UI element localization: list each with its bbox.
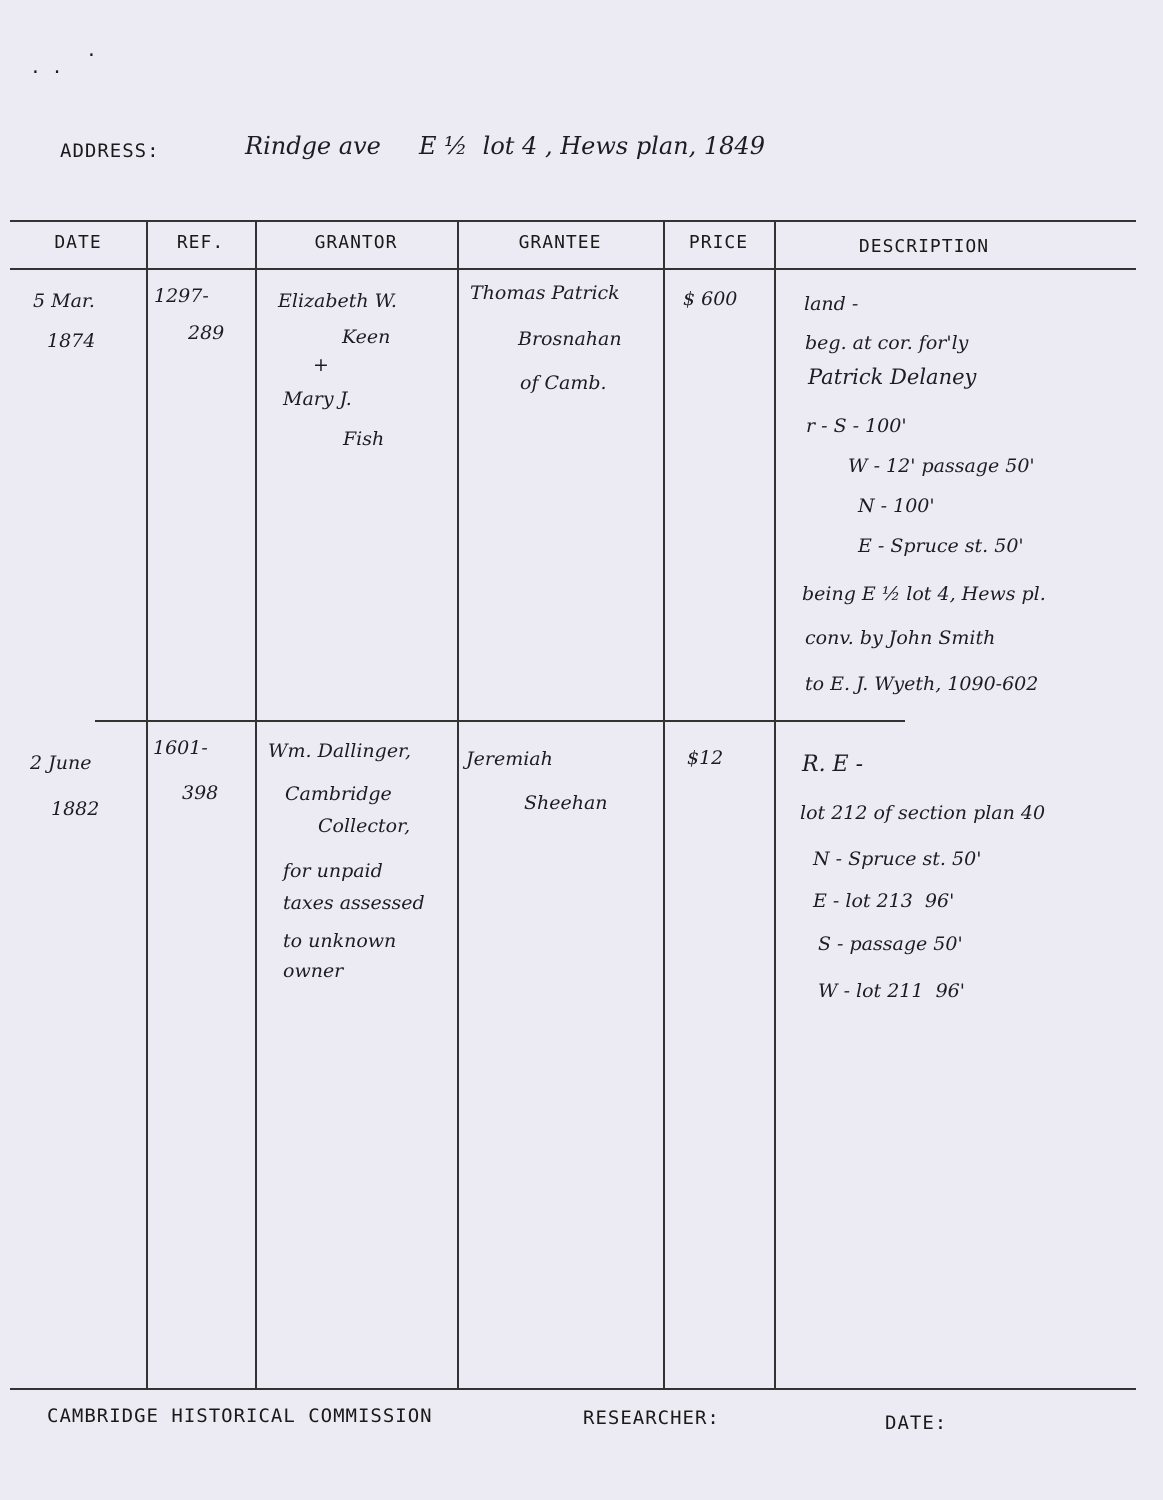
row2-grantor-line6: to unknown (283, 930, 397, 952)
row2-grantor-line3: Collector, (318, 815, 411, 837)
column-divider (663, 222, 665, 1388)
row1-date-line2: 1874 (47, 330, 96, 352)
footer-date-label: DATE: (885, 1412, 948, 1434)
row2-grantor-line4: for unpaid (283, 860, 383, 882)
column-header-price: PRICE (688, 232, 749, 253)
column-divider (255, 222, 257, 1388)
address-value: Rindge ave E ½ lot 4 , Hews plan, 1849 (245, 132, 765, 160)
row-divider (95, 720, 905, 722)
column-header-date: DATE (54, 232, 102, 253)
row2-grantee-line1: Jeremiah (466, 748, 553, 770)
row1-description-line8: being E ½ lot 4, Hews pl. (802, 583, 1046, 605)
row2-description-line1: R. E - (802, 752, 864, 777)
row1-description-line1: land - (804, 293, 859, 315)
row1-ref-line2: 289 (188, 322, 225, 344)
column-header-ref: REF. (176, 232, 225, 253)
row2-grantee-line2: Sheehan (524, 792, 608, 814)
row1-ref-line1: 1297- (154, 285, 209, 307)
row2-description-line6: W - lot 211 96' (818, 980, 965, 1002)
row2-description-line4: E - lot 213 96' (813, 890, 955, 912)
row1-description-line5: W - 12' passage 50' (848, 455, 1035, 477)
footer-researcher-label: RESEARCHER: (583, 1407, 720, 1429)
row1-grantor-line1: Elizabeth W. (278, 290, 397, 312)
row1-grantee-line3: of Camb. (520, 372, 607, 394)
row1-grantor-line2: Keen (342, 326, 391, 348)
row1-description-line9: conv. by John Smith (805, 627, 996, 649)
row1-grantor-line3: + (313, 354, 329, 376)
row2-description-line5: S - passage 50' (818, 933, 963, 955)
row1-date-line1: 5 Mar. (33, 290, 95, 312)
row2-price: $12 (687, 747, 724, 769)
column-header-grantee: GRANTEE (518, 232, 602, 253)
row1-description-line10: to E. J. Wyeth, 1090-602 (805, 673, 1039, 695)
row1-description-line2: beg. at cor. for'ly (805, 332, 969, 354)
row2-description-line2: lot 212 of section plan 40 (800, 802, 1046, 824)
footer-commission: CAMBRIDGE HISTORICAL COMMISSION (47, 1405, 433, 1427)
column-header-grantor: GRANTOR (314, 232, 398, 253)
row1-description-line6: N - 100' (858, 495, 935, 517)
row2-grantor-line1: Wm. Dallinger, (268, 740, 412, 762)
stray-marks: · (86, 45, 97, 66)
table-bottom-border (10, 1388, 1136, 1390)
stray-marks: · · (30, 62, 63, 83)
row1-description-line3: Patrick Delaney (808, 365, 977, 389)
column-divider (774, 222, 776, 1388)
row2-grantor-line2: Cambridge (285, 783, 392, 805)
row2-date-line2: 1882 (51, 798, 100, 820)
row2-grantor-line7: owner (283, 960, 344, 982)
row2-ref-line1: 1601- (153, 737, 208, 759)
row1-description-line7: E - Spruce st. 50' (858, 535, 1024, 557)
row2-date-line1: 2 June (30, 752, 92, 774)
row2-grantor-line5: taxes assessed (283, 892, 425, 914)
row2-description-line3: N - Spruce st. 50' (813, 848, 982, 870)
header-bottom-border (10, 268, 1136, 270)
row2-ref-line2: 398 (182, 782, 219, 804)
row1-grantor-line4: Mary J. (283, 388, 352, 410)
row1-grantor-line5: Fish (343, 428, 385, 450)
column-header-description: DESCRIPTION (858, 236, 990, 257)
column-divider (457, 220, 459, 1388)
column-divider (146, 222, 148, 1388)
table-top-border (10, 220, 1136, 222)
row1-grantee-line2: Brosnahan (518, 328, 622, 350)
row1-description-line4: r - S - 100' (806, 415, 907, 437)
row1-grantee-line1: Thomas Patrick (470, 282, 620, 304)
row1-price: $ 600 (683, 288, 738, 310)
address-label: ADDRESS: (60, 140, 160, 162)
